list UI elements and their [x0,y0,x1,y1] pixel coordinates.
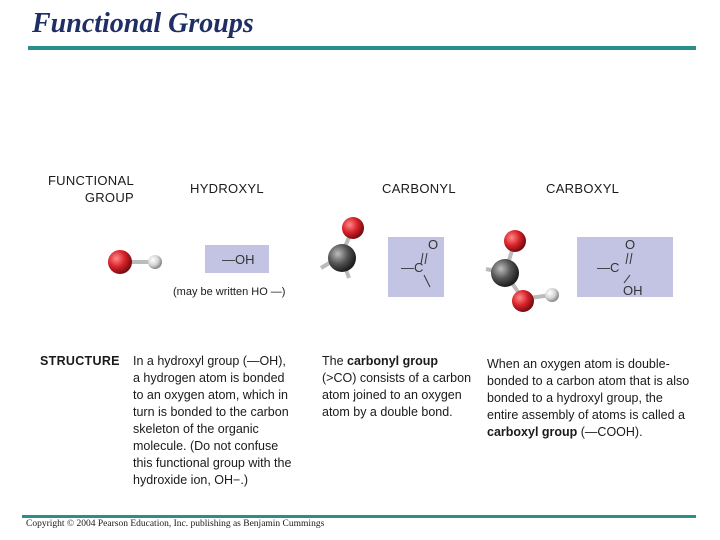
hydroxyl-description-line: this functional group with the [133,456,292,470]
oxygen-atom [342,217,364,239]
carboxyl-group-term: carboxyl group [487,425,578,439]
oxygen-atom [512,290,534,312]
hydroxyl-description [133,353,315,489]
carboxyl-description [487,356,697,441]
hydroxyl-description-line: to an oxygen atom, which in [133,388,288,402]
oxygen-atom [504,230,526,252]
hydroxyl-description-line: hydroxide ion, OH−.) [133,473,248,487]
hydroxyl-note: (may be written HO —) [173,286,286,298]
carbonyl-oxygen-label: O [428,237,439,252]
functional-group-header-line1: FUNCTIONAL [47,173,134,188]
carboxyl-molecule-model [480,225,570,320]
carboxyl-carbon-label: —C [597,260,620,275]
carboxyl-header: CARBOXYL [546,181,620,196]
hydroxyl-molecule-model [100,240,170,280]
carboxyl-oxygen-label: O [625,237,636,252]
carbonyl-description [322,353,472,421]
structure-label: STRUCTURE [40,354,120,368]
hydroxyl-description-line: In a hydroxyl group (—OH), [133,354,286,368]
carbonyl-description-post: (>CO) consists of a carbon atom joined to an oxygen atom by a double bond. [322,371,472,419]
carbon-atom [491,259,519,287]
carboxyl-description-post: (—COOH). [577,425,643,439]
hydroxyl-description-line: molecule. (Do not confuse [133,439,279,453]
hydrogen-atom [545,288,559,302]
hydroxyl-description-line: skeleton of the organic [133,422,259,436]
hydroxyl-description-line: a hydrogen atom is bonded [133,371,285,385]
hydroxyl-header: HYDROXYL [190,181,264,196]
oxygen-atom [108,250,132,274]
carbonyl-molecule-model [315,212,375,292]
carbonyl-header: CARBONYL [382,181,456,196]
title-rule [28,46,696,50]
carbonyl-group-term: carbonyl group [347,354,438,368]
carbonyl-carbon-label: —C [401,260,424,275]
hydroxyl-formula: —OH [222,252,255,267]
page-title: Functional Groups [32,8,254,39]
functional-group-header [40,172,134,206]
hydroxyl-description-line: turn is bonded to the carbon [133,405,289,419]
hydrogen-atom [148,255,162,269]
carboxyl-hydroxyl-label: OH [623,283,643,298]
copyright-notice: Copyright © 2004 Pearson Education, Inc. publishing as Benjamin Cummings [26,519,325,529]
carbon-atom [328,244,356,272]
carboxyl-description-pre: When an oxygen atom is double-bonded to a carbon atom that is also bonded to a hydroxyl group, the entire assembly of atoms is called a [487,357,690,422]
functional-group-header-line2: GROUP [84,190,134,205]
carbonyl-description-pre: The [322,354,348,368]
footer-rule [22,515,696,518]
